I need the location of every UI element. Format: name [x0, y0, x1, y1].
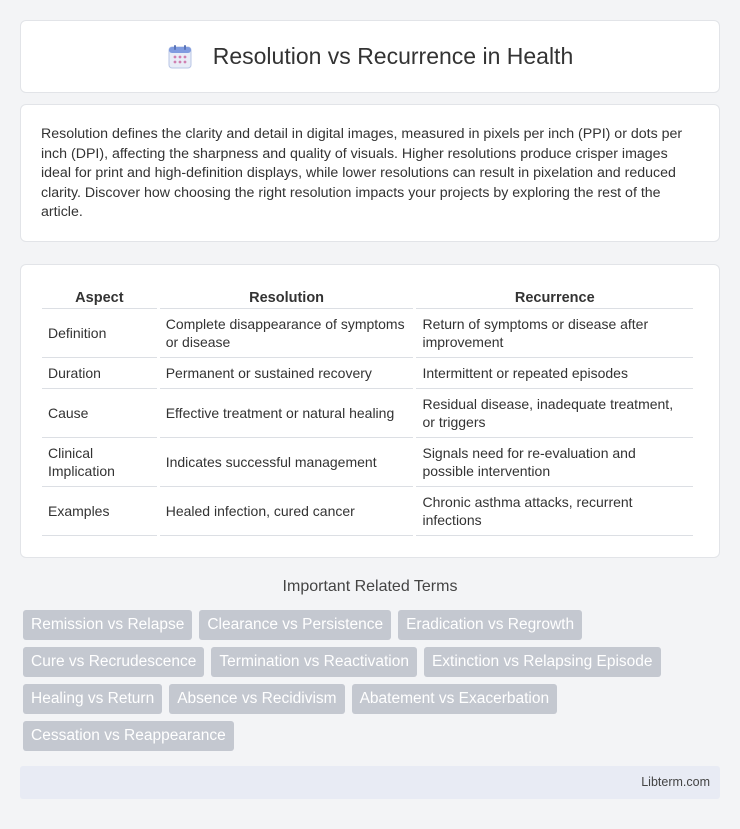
page-title: Resolution vs Recurrence in Health: [212, 43, 574, 69]
related-terms-list: [23, 610, 723, 758]
table-cell: Effective treatment or natural healing: [160, 389, 414, 438]
footer: [20, 766, 720, 799]
table-row: [42, 487, 693, 536]
related-term-tag[interactable]: Cessation vs Reappearance: [23, 721, 234, 751]
related-term-tag[interactable]: Cure vs Recrudescence: [23, 647, 204, 677]
table-cell: Intermittent or repeated episodes: [416, 358, 693, 389]
related-terms-title: Important Related Terms: [282, 578, 458, 595]
table-row: [42, 389, 693, 438]
table-cell: Signals need for re-evaluation and possible intervention: [416, 438, 693, 487]
table-cell: Indicates successful management: [160, 438, 414, 487]
table-cell: Residual disease, inadequate treatment, or triggers: [416, 389, 693, 438]
footer-site-link[interactable]: Libterm.com: [641, 775, 710, 789]
table-cell: Return of symptoms or disease after improvement: [416, 309, 693, 358]
comparison-table: [39, 285, 696, 536]
table-cell: Definition: [42, 309, 157, 358]
table-cell: Chronic asthma attacks, recurrent infections: [416, 487, 693, 536]
intro-card: [20, 104, 720, 242]
calendar-icon: [167, 44, 193, 70]
table-cell: Permanent or sustained recovery: [160, 358, 414, 389]
table-cell: Cause: [42, 389, 157, 438]
table-cell: Examples: [42, 487, 157, 536]
related-term-tag[interactable]: Absence vs Recidivism: [169, 684, 344, 714]
comparison-table-card: [20, 264, 720, 558]
intro-text: Resolution defines the clarity and detail in digital images, measured in pixels per inch (PPI) or dots per inch (DPI), affecting the sharpness and quality of visuals. Higher resolutions produce crisper images ideal for print and high-definition displays, while lower resolutions can result in pixelation and reduced clarity. Discover how choosing the right resolution impacts your projects by exploring the rest of the article.: [41, 126, 683, 220]
related-term-tag[interactable]: Abatement vs Exacerbation: [352, 684, 558, 714]
related-term-tag[interactable]: Healing vs Return: [23, 684, 162, 714]
related-term-tag[interactable]: Clearance vs Persistence: [199, 610, 391, 640]
related-term-tag[interactable]: Termination vs Reactivation: [211, 647, 417, 677]
table-header-row: [42, 285, 693, 309]
related-term-tag[interactable]: Extinction vs Relapsing Episode: [424, 647, 661, 677]
table-row: [42, 358, 693, 389]
table-cell: Healed infection, cured cancer: [160, 487, 414, 536]
header-recurrence: Recurrence: [416, 285, 693, 309]
related-term-tag[interactable]: Remission vs Relapse: [23, 610, 192, 640]
header-resolution: Resolution: [160, 285, 414, 309]
table-cell: Duration: [42, 358, 157, 389]
title-card: [20, 20, 720, 93]
related-term-tag[interactable]: Eradication vs Regrowth: [398, 610, 582, 640]
header-aspect: Aspect: [42, 285, 157, 309]
table-cell: Clinical Implication: [42, 438, 157, 487]
table-row: [42, 438, 693, 487]
table-cell: Complete disappearance of symptoms or disease: [160, 309, 414, 358]
table-row: [42, 309, 693, 358]
